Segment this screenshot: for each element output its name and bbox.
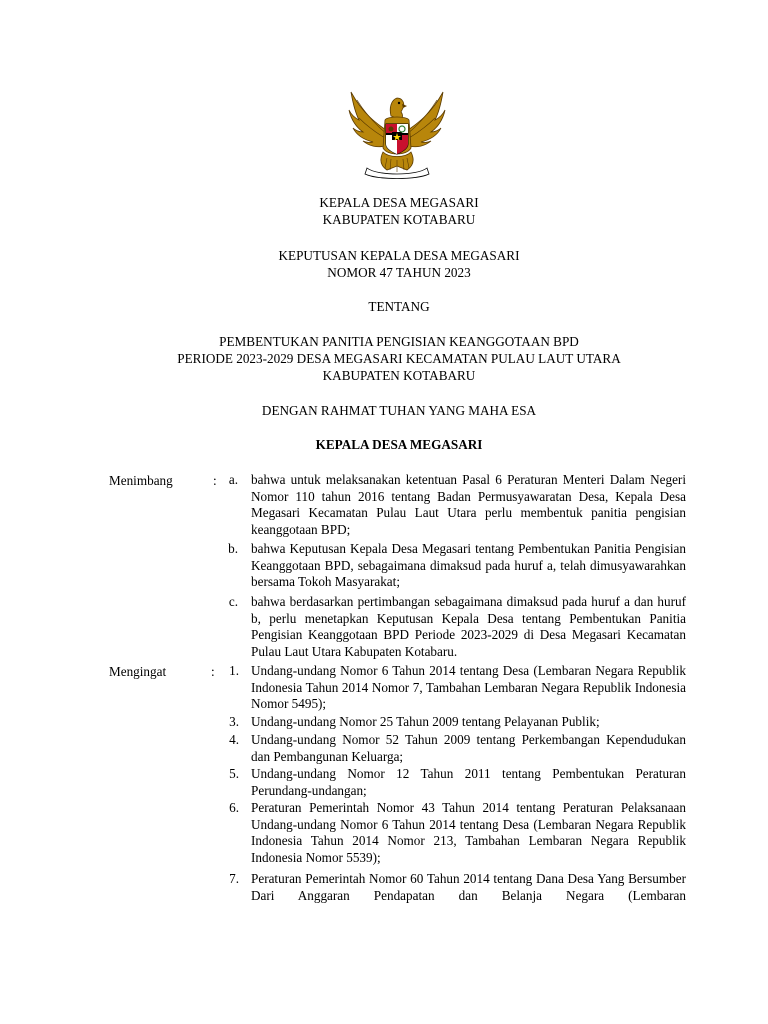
issuer-title: KEPALA DESA MEGASARI	[319, 195, 479, 210]
decree-title: KEPUTUSAN KEPALA DESA MEGASARI	[278, 248, 520, 263]
list-item-text: Undang-undang Nomor 52 Tahun 2009 tentang Perkembangan Kependudukan dan Pembangunan Keluarga;	[251, 732, 686, 764]
about-heading	[0, 298, 768, 315]
list-marker: a.	[228, 472, 238, 487]
blessing-text: DENGAN RAHMAT TUHAN YANG MAHA ESA	[261, 403, 537, 418]
list-marker: 1.	[229, 663, 239, 678]
list-marker: 3.	[229, 714, 239, 729]
subject-line-1: PEMBENTUKAN PANITIA PENGISIAN KEANGGOTAAN BPD	[219, 334, 579, 349]
list-item-text: bahwa untuk melaksanakan ketentuan Pasal 6 Peraturan Menteri Dalam Negeri Nomor 110 tahun 2016 tentang Badan Permusyawaratan Desa, Kepala Desa Megasari Kecamatan Pulau Laut Utara perlu membentuk panitia pengisian keanggotaan BPD;	[251, 472, 686, 537]
menimbang-colon: :	[213, 473, 217, 488]
list-item-text: Undang-undang Nomor 25 Tahun 2009 tentang Pelayanan Publik;	[251, 714, 600, 729]
list-marker: 7.	[229, 871, 239, 886]
garuda-emblem-icon	[343, 86, 451, 180]
menimbang-label: Menimbang	[109, 473, 173, 488]
list-item-text: Undang-undang Nomor 6 Tahun 2014 tentang Desa (Lembaran Negara Republik Indonesia Tahun 2014 Nomor 7, Tambahan Lembaran Negara Republik Indonesia Nomor 5495);	[251, 663, 686, 712]
list-item-text: bahwa berdasarkan pertimbangan sebagaimana dimaksud pada huruf a dan huruf b, perlu menetapkan Keputusan Kepala Desa tentang Pembentukan Panitia Pengisian Keanggotaan BPD Periode 2023-2029 di Desa Megasari Kecamatan Pulau Laut Utara Kabupaten Kotabaru.	[251, 594, 686, 659]
list-item-text: Peraturan Pemerintah Nomor 60 Tahun 2014 tentang Dana Desa Yang Bersumber Dari Anggaran Pendapatan dan Belanja Negara (Lembaran	[251, 871, 686, 903]
issuer-heading	[0, 194, 768, 228]
subject-line-3: KABUPATEN KOTABARU	[322, 368, 476, 383]
list-item-text: Undang-undang Nomor 12 Tahun 2011 tentang Pembentukan Peraturan Perundang-undangan;	[251, 766, 686, 798]
mengingat-colon: :	[211, 664, 215, 679]
list-marker: b.	[228, 541, 238, 556]
list-item-text: Peraturan Pemerintah Nomor 43 Tahun 2014 tentang Peraturan Pelaksanaan Undang-undang Nomor 6 Tahun 2014 tentang Desa (Lembaran Negara Republik Indonesia Tahun 2014 Nomor 213, Tambahan Lembaran Negara Republik Indonesia Nomor 5539);	[251, 800, 686, 865]
subject-line-2: PERIODE 2023-2029 DESA MEGASARI KECAMATAN PULAU LAUT UTARA	[177, 351, 621, 366]
subject-heading	[0, 333, 768, 384]
list-marker: 5.	[229, 766, 239, 781]
list-marker: 6.	[229, 800, 239, 815]
issuer-region: KABUPATEN KOTABARU	[322, 212, 476, 227]
official-title: KEPALA DESA MEGASARI	[315, 437, 483, 452]
mengingat-label: Mengingat	[109, 664, 167, 679]
list-marker: c.	[228, 594, 238, 609]
decree-heading	[0, 247, 768, 281]
about-label: TENTANG	[368, 299, 430, 314]
list-marker: 4.	[229, 732, 239, 747]
decree-number: NOMOR 47 TAHUN 2023	[327, 265, 471, 280]
official-heading	[0, 436, 768, 453]
list-item-text: bahwa Keputusan Kepala Desa Megasari tentang Pembentukan Panitia Pengisian Keanggotaan BPD, sebagaimana dimaksud pada huruf a, telah dimusyawarahkan bersama Tokoh Masyarakat;	[251, 541, 686, 590]
blessing-heading	[0, 402, 768, 419]
